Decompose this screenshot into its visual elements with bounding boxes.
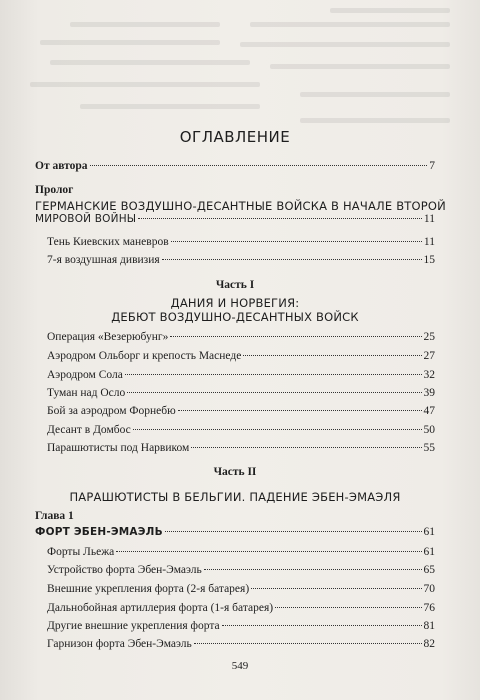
dot-leader [222,625,422,626]
prolog-title-line1: ГЕРМАНСКИЕ ВОЗДУШНО-ДЕСАНТНЫЕ ВОЙСКА В НАЧАЛЕ ВТОРОЙ [35,199,446,213]
toc-entry: Устройство форта Эбен-Эмаэль 65 [47,564,435,576]
toc-entry: Десант в Домбос 50 [47,424,435,436]
dot-leader [127,392,421,393]
dot-leader [243,355,421,356]
dot-leader [90,165,428,166]
dot-leader [178,410,422,411]
toc-entry: Аэродром Сола 32 [47,369,435,381]
toc-entry: Гарнизон форта Эбен-Эмаэль 82 [47,638,435,650]
toc-entry: Другие внешние укрепления форта 81 [47,620,435,632]
toc-entry: Дальнобойная артиллерия форта (1-я батарея) 76 [47,602,435,614]
prolog-heading: Пролог [35,184,74,196]
toc-entry: Форты Льежа 61 [47,546,435,558]
toc-entry: Тень Киевских маневров 11 [47,236,435,248]
dot-leader [194,643,422,644]
page-title: ОГЛАВЛЕНИЕ [179,128,291,146]
toc-entry-author: От автора 7 [35,160,435,172]
page-number: 549 [231,660,249,672]
dot-leader [165,531,422,532]
bleed-through-text [0,0,480,140]
dot-leader [170,336,421,337]
dot-leader [275,607,421,608]
dot-leader [251,588,421,589]
toc-entry: Парашютисты под Нарвиком 55 [47,442,435,454]
dot-leader [125,374,422,375]
toc-entry: 7-я воздушная дивизия 15 [47,254,435,266]
part1-title-line1: ДАНИЯ И НОРВЕГИЯ: [170,296,300,310]
part1-heading: Часть I [215,279,255,291]
dot-leader [191,447,421,448]
toc-entry: Операция «Везерюбунг» 25 [47,331,435,343]
part2-title-line1: ПАРАШЮТИСТЫ В БЕЛЬГИИ. ПАДЕНИЕ ЭБЕН-ЭМАЭЛЯ [69,490,401,504]
part1-title-line2: ДЕБЮТ ВОЗДУШНО-ДЕСАНТНЫХ ВОЙСК [111,310,359,324]
prolog-title-entry: МИРОВОЙ ВОЙНЫ 11 [35,213,435,225]
dot-leader [204,569,422,570]
toc-entry: Бой за аэродром Форнебю 47 [47,405,435,417]
part2-heading: Часть II [213,466,257,478]
toc-entry: Аэродром Ольборг и крепость Маснеде 27 [47,350,435,362]
dot-leader [133,429,422,430]
chapter1-title-entry: ФОРТ ЭБЕН-ЭМАЭЛЬ 61 [35,526,435,538]
toc-entry: Внешние укрепления форта (2-я батарея) 70 [47,583,435,595]
dot-leader [116,551,421,552]
dot-leader [171,241,422,242]
dot-leader [162,259,422,260]
dot-leader [138,218,422,219]
toc-entry: Туман над Осло 39 [47,387,435,399]
chapter1-heading: Глава 1 [35,510,74,522]
